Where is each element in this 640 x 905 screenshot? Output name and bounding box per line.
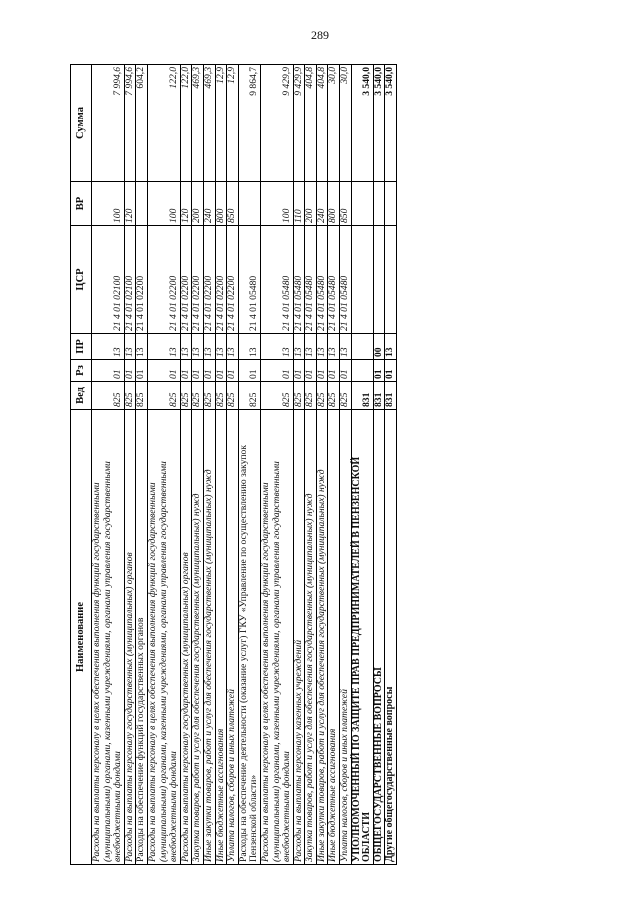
header-csr: ЦСР xyxy=(71,226,92,334)
cell-name: Расходы на выплаты персоналу в целях обеспечения выполнения функций государственными (муниципальными) органами, казенными учреждениями, органами управления государственными внебюджетными фондами xyxy=(147,410,180,865)
cell-sum: 30,0 xyxy=(340,65,352,182)
cell-sum: 7 994,6 xyxy=(92,65,125,182)
cell-ved: 825 xyxy=(260,382,293,410)
cell-name: Уплата налогов, сборов и иных платежей xyxy=(340,410,352,865)
cell-sum: 9 864,7 xyxy=(238,65,260,182)
cell-csr: 21 4 01 02200 xyxy=(180,226,192,334)
cell-rz: 01 xyxy=(305,360,317,382)
cell-name: Иные бюджетные ассигнования xyxy=(328,410,340,865)
cell-rz: 01 xyxy=(328,360,340,382)
rotated-table-container xyxy=(70,65,572,865)
cell-csr: 21 4 01 02200 xyxy=(136,226,148,334)
cell-vr: 800 xyxy=(328,182,340,226)
cell-pr: 13 xyxy=(340,334,352,360)
cell-csr xyxy=(373,226,385,334)
cell-vr: 100 xyxy=(147,182,180,226)
cell-sum: 3 540,0 xyxy=(373,65,385,182)
cell-pr: 13 xyxy=(293,334,305,360)
table-row xyxy=(238,65,260,865)
header-rz: Рз xyxy=(71,360,92,382)
table-row xyxy=(305,65,317,865)
header-sum: Сумма xyxy=(71,65,92,182)
cell-ved: 825 xyxy=(136,382,148,410)
cell-pr: 13 xyxy=(124,334,136,360)
cell-sum: 12,9 xyxy=(215,65,227,182)
cell-vr: 850 xyxy=(227,182,239,226)
cell-ved: 825 xyxy=(180,382,192,410)
cell-name: ОБЩЕГОСУДАРСТВЕННЫЕ ВОПРОСЫ xyxy=(373,410,385,865)
cell-vr xyxy=(351,182,373,226)
table-row xyxy=(227,65,239,865)
cell-rz: 01 xyxy=(136,360,148,382)
cell-rz: 01 xyxy=(238,360,260,382)
cell-name: Расходы на обеспечение функций государственных органов xyxy=(136,410,148,865)
cell-vr: 200 xyxy=(192,182,204,226)
cell-sum: 122,0 xyxy=(147,65,180,182)
cell-ved: 825 xyxy=(192,382,204,410)
cell-pr: 13 xyxy=(203,334,215,360)
cell-vr: 800 xyxy=(215,182,227,226)
cell-sum: 9 429,9 xyxy=(260,65,293,182)
page-number: 289 xyxy=(311,28,329,42)
cell-name: Закупка товаров, работ и услуг для обеспечения государственных (муниципальных) нужд xyxy=(192,410,204,865)
cell-name: Расходы на выплаты персоналу государственных (муниципальных) органов xyxy=(180,410,192,865)
cell-sum: 9 429,9 xyxy=(293,65,305,182)
cell-csr: 21 4 01 05480 xyxy=(328,226,340,334)
cell-pr: 13 xyxy=(136,334,148,360)
cell-name: УПОЛНОМОЧЕННЫЙ ПО ЗАЩИТЕ ПРАВ ПРЕДПРИНИМАТЕЛЕЙ В ПЕНЗЕНСКОЙ ОБЛАСТИ xyxy=(351,410,373,865)
cell-pr: 13 xyxy=(316,334,328,360)
cell-rz: 01 xyxy=(316,360,328,382)
cell-vr: 100 xyxy=(260,182,293,226)
cell-pr xyxy=(351,334,373,360)
table-header-row xyxy=(71,65,92,865)
table-row xyxy=(215,65,227,865)
cell-pr: 13 xyxy=(305,334,317,360)
table-row xyxy=(124,65,136,865)
cell-ved: 831 xyxy=(385,382,397,410)
header-vr: ВР xyxy=(71,182,92,226)
cell-pr: 13 xyxy=(260,334,293,360)
cell-ved: 825 xyxy=(227,382,239,410)
cell-rz: 01 xyxy=(385,360,397,382)
cell-ved: 831 xyxy=(373,382,385,410)
cell-ved: 825 xyxy=(203,382,215,410)
cell-name: Иные бюджетные ассигнования xyxy=(215,410,227,865)
table-row xyxy=(180,65,192,865)
table-row xyxy=(136,65,148,865)
table-row xyxy=(328,65,340,865)
cell-sum: 12,9 xyxy=(227,65,239,182)
cell-ved: 825 xyxy=(328,382,340,410)
table-row xyxy=(340,65,352,865)
cell-rz: 01 xyxy=(147,360,180,382)
cell-csr: 21 4 01 02200 xyxy=(227,226,239,334)
cell-rz: 01 xyxy=(124,360,136,382)
cell-csr: 21 4 01 05480 xyxy=(340,226,352,334)
cell-rz: 01 xyxy=(215,360,227,382)
cell-pr: 00 xyxy=(373,334,385,360)
cell-sum: 404,8 xyxy=(316,65,328,182)
table-row xyxy=(293,65,305,865)
cell-name: Иные закупки товаров, работ и услуг для обеспечения государственных (муниципальных) нужд xyxy=(203,410,215,865)
cell-ved: 825 xyxy=(215,382,227,410)
cell-ved: 831 xyxy=(351,382,373,410)
cell-ved: 825 xyxy=(124,382,136,410)
cell-vr: 850 xyxy=(340,182,352,226)
cell-vr: 240 xyxy=(316,182,328,226)
cell-pr: 13 xyxy=(227,334,239,360)
cell-csr: 21 4 01 02100 xyxy=(92,226,125,334)
cell-name: Расходы на выплаты персоналу государственных (муниципальных) органов xyxy=(124,410,136,865)
cell-name: Расходы на выплаты персоналу в целях обеспечения выполнения функций государственными (муниципальными) органами, казенными учреждениями, органами управления государственными внебюджетными фондами xyxy=(260,410,293,865)
cell-rz: 01 xyxy=(192,360,204,382)
cell-name: Расходы на обеспечение деятельности (оказание услуг) ГКУ «Управление по осуществлению закупок Пензенской области» xyxy=(238,410,260,865)
table-row xyxy=(316,65,328,865)
cell-csr: 21 4 01 02200 xyxy=(203,226,215,334)
cell-pr: 13 xyxy=(92,334,125,360)
cell-sum: 404,8 xyxy=(305,65,317,182)
cell-pr: 13 xyxy=(328,334,340,360)
cell-ved: 825 xyxy=(293,382,305,410)
cell-csr: 21 4 01 02100 xyxy=(124,226,136,334)
cell-csr xyxy=(385,226,397,334)
cell-vr: 240 xyxy=(203,182,215,226)
table-row xyxy=(192,65,204,865)
cell-csr xyxy=(351,226,373,334)
cell-vr: 110 xyxy=(293,182,305,226)
header-name: Наименование xyxy=(71,410,92,865)
cell-rz: 01 xyxy=(340,360,352,382)
cell-rz: 01 xyxy=(293,360,305,382)
cell-ved: 825 xyxy=(305,382,317,410)
table-row xyxy=(92,65,125,865)
cell-sum: 122,0 xyxy=(180,65,192,182)
table-row xyxy=(373,65,385,865)
cell-vr: 200 xyxy=(305,182,317,226)
cell-pr: 13 xyxy=(215,334,227,360)
cell-rz xyxy=(351,360,373,382)
cell-name: Уплата налогов, сборов и иных платежей xyxy=(227,410,239,865)
cell-name: Расходы на выплаты персоналу в целях обеспечения выполнения функций государственными (муниципальными) органами, казенными учреждениями, органами управления государственными внебюджетными фондами xyxy=(92,410,125,865)
cell-sum: 469,3 xyxy=(192,65,204,182)
budget-table xyxy=(70,64,397,865)
cell-rz: 01 xyxy=(373,360,385,382)
cell-vr xyxy=(238,182,260,226)
cell-csr: 21 4 01 05480 xyxy=(305,226,317,334)
rotated-table-frame xyxy=(70,65,572,865)
cell-pr: 13 xyxy=(385,334,397,360)
cell-csr: 21 4 01 02200 xyxy=(192,226,204,334)
table-row xyxy=(203,65,215,865)
cell-vr: 120 xyxy=(180,182,192,226)
cell-pr: 13 xyxy=(180,334,192,360)
cell-vr: 100 xyxy=(92,182,125,226)
cell-name: Другие общегосударственные вопросы xyxy=(385,410,397,865)
header-pr: ПР xyxy=(71,334,92,360)
cell-csr: 21 4 01 02200 xyxy=(147,226,180,334)
table-row xyxy=(385,65,397,865)
cell-sum: 3 540,0 xyxy=(385,65,397,182)
cell-ved: 825 xyxy=(92,382,125,410)
header-ved: Вед xyxy=(71,382,92,410)
cell-vr xyxy=(385,182,397,226)
cell-ved: 825 xyxy=(147,382,180,410)
cell-name: Расходы на выплаты персоналу казенных учреждений xyxy=(293,410,305,865)
cell-vr: 120 xyxy=(124,182,136,226)
cell-rz: 01 xyxy=(260,360,293,382)
cell-pr: 13 xyxy=(238,334,260,360)
cell-rz: 01 xyxy=(227,360,239,382)
cell-rz: 01 xyxy=(92,360,125,382)
cell-csr: 21 4 01 05480 xyxy=(316,226,328,334)
cell-pr: 13 xyxy=(147,334,180,360)
cell-ved: 825 xyxy=(316,382,328,410)
cell-sum: 7 994,6 xyxy=(124,65,136,182)
cell-csr: 21 4 01 05480 xyxy=(260,226,293,334)
cell-sum: 604,2 xyxy=(136,65,148,182)
cell-rz: 01 xyxy=(180,360,192,382)
table-row xyxy=(147,65,180,865)
cell-name: Иные закупки товаров, работ и услуг для обеспечения государственных (муниципальных) нужд xyxy=(316,410,328,865)
table-row xyxy=(260,65,293,865)
cell-csr: 21 4 01 05480 xyxy=(293,226,305,334)
cell-sum: 3 540,0 xyxy=(351,65,373,182)
cell-csr: 21 4 01 05480 xyxy=(238,226,260,334)
cell-sum: 30,0 xyxy=(328,65,340,182)
cell-ved: 825 xyxy=(238,382,260,410)
cell-pr: 13 xyxy=(192,334,204,360)
cell-name: Закупка товаров, работ и услуг для обеспечения государственных (муниципальных) нужд xyxy=(305,410,317,865)
cell-rz: 01 xyxy=(203,360,215,382)
cell-vr xyxy=(373,182,385,226)
cell-csr: 21 4 01 02200 xyxy=(215,226,227,334)
table-row xyxy=(351,65,373,865)
cell-sum: 469,3 xyxy=(203,65,215,182)
cell-vr xyxy=(136,182,148,226)
cell-ved: 825 xyxy=(340,382,352,410)
